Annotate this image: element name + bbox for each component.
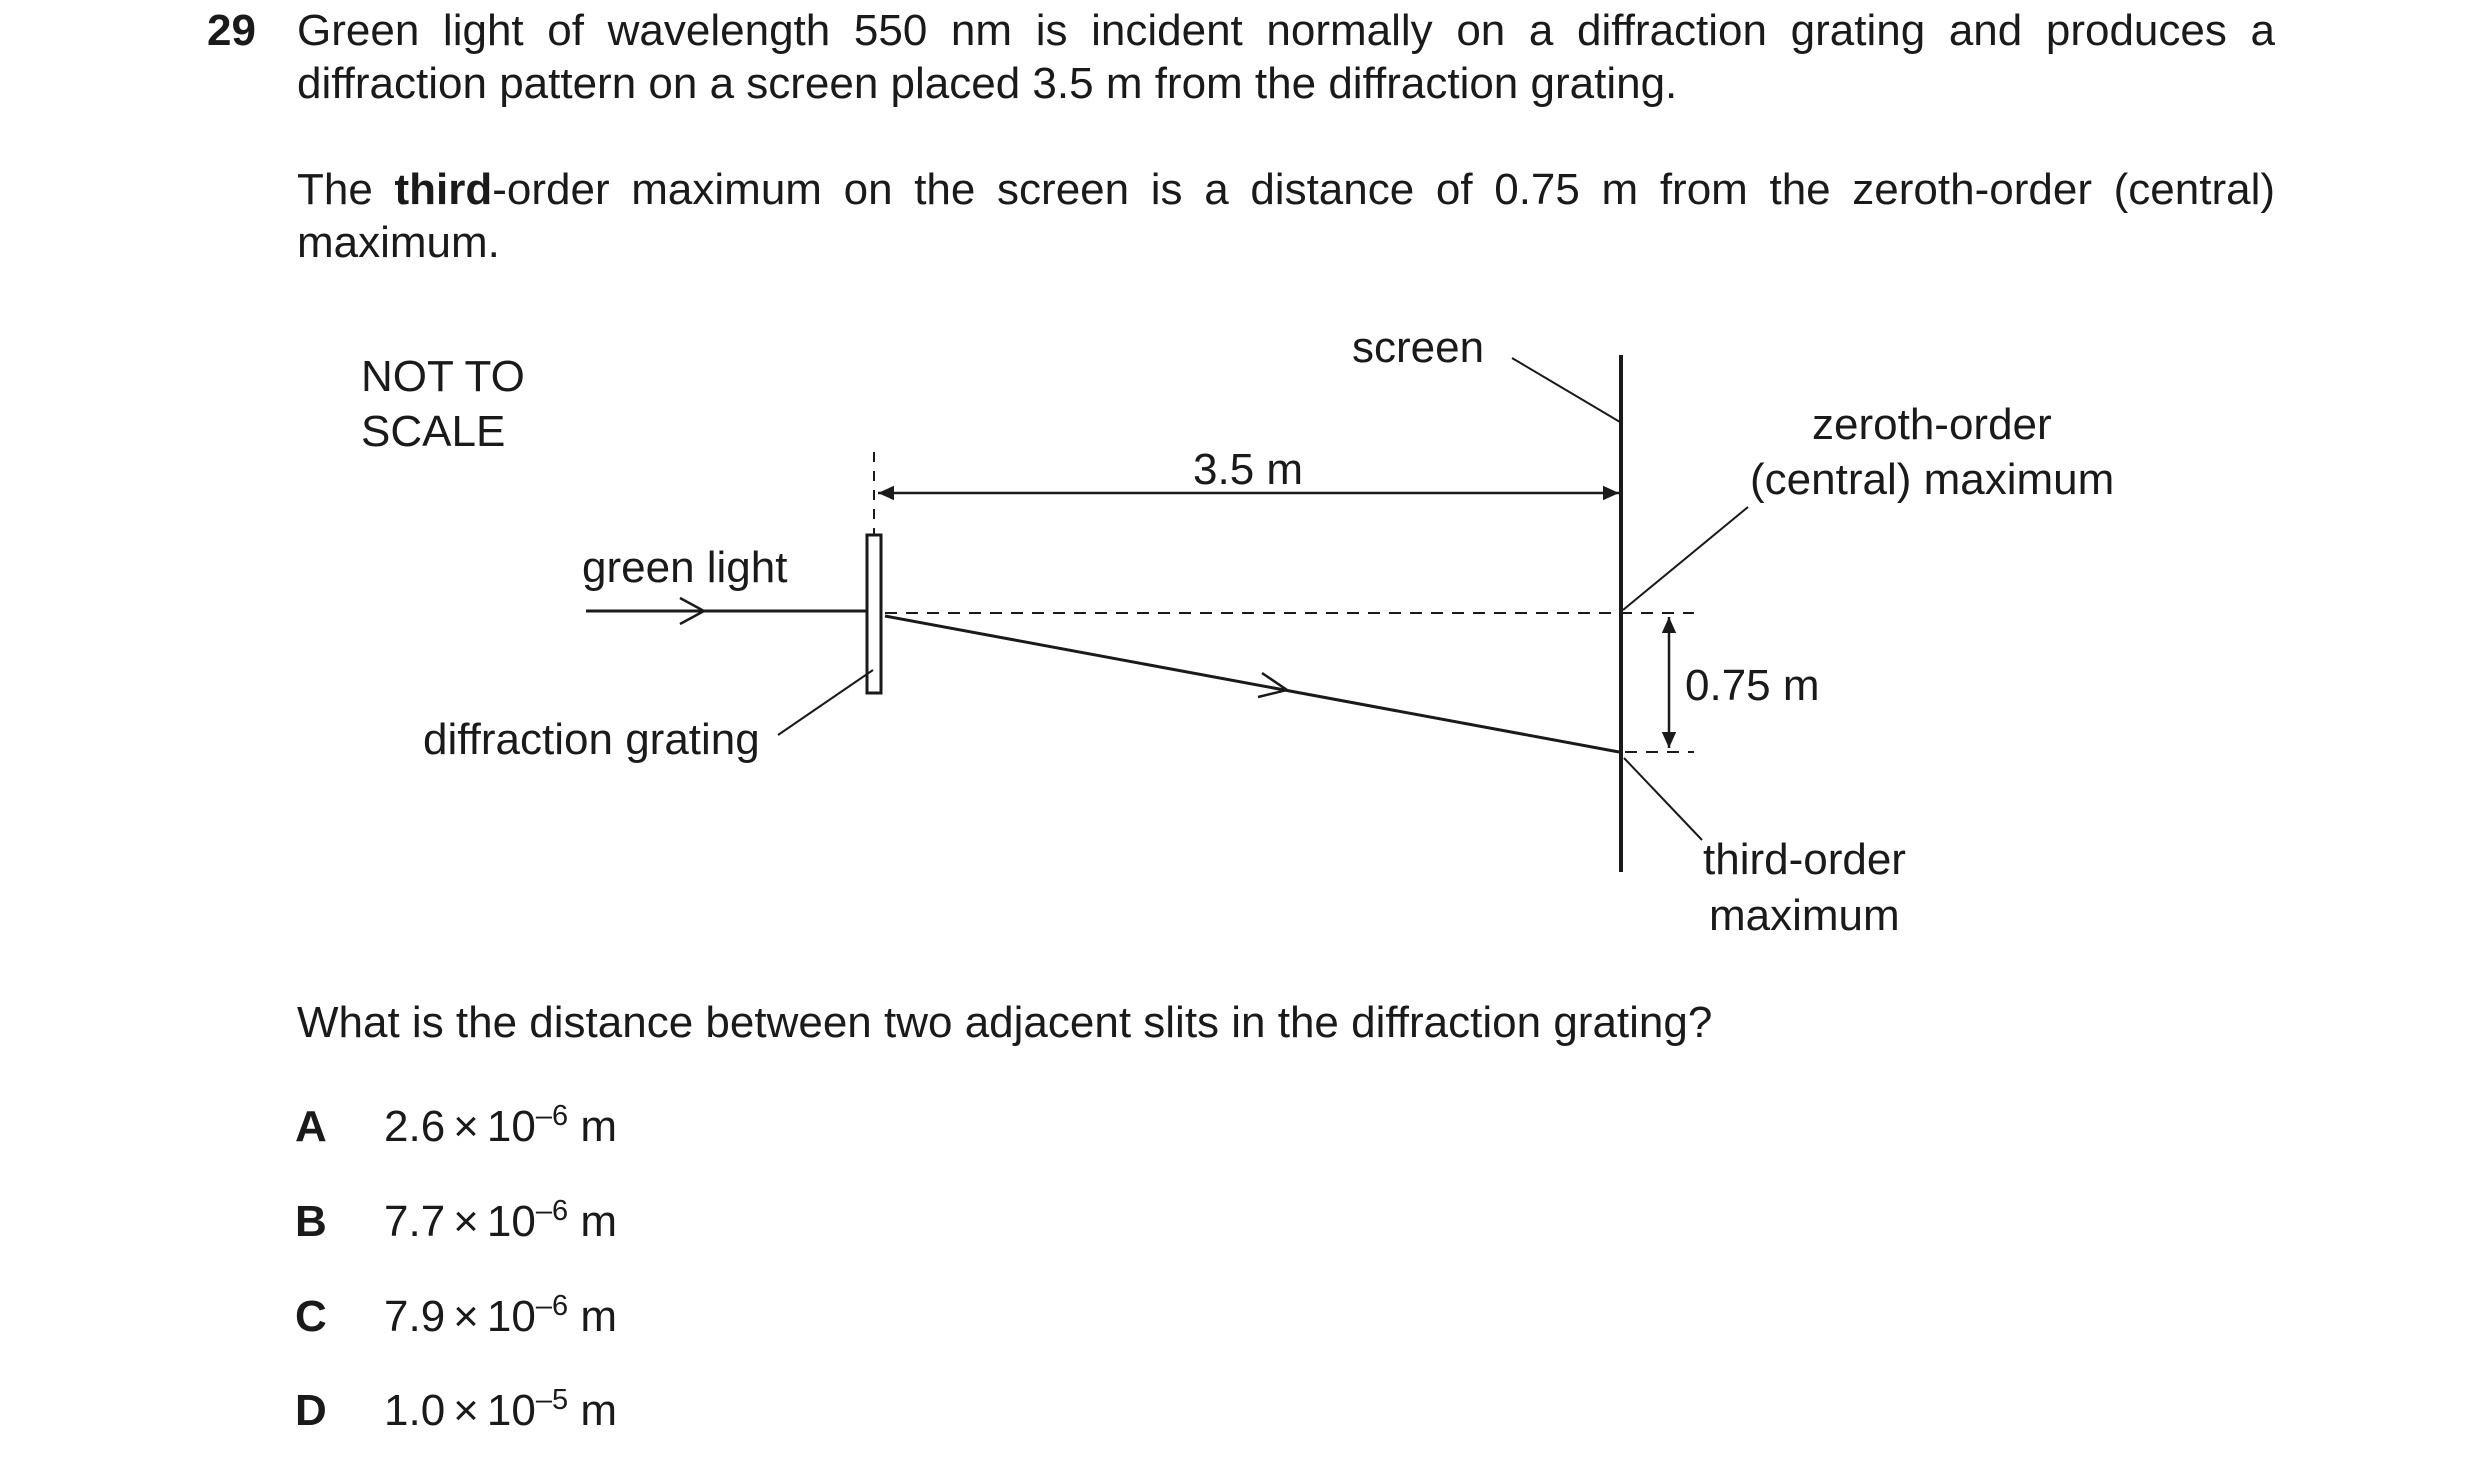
diffracted-ray xyxy=(885,616,1619,752)
not-to-scale-label-line2: SCALE xyxy=(361,407,506,456)
option-d-letter[interactable]: D xyxy=(295,1386,327,1435)
zeroth-order-leader-line xyxy=(1623,507,1748,610)
option-a-value[interactable]: $2.6 \times 10^{-6}$ m xyxy=(384,1100,617,1151)
diffraction-grating-label: diffraction grating xyxy=(423,715,760,764)
statement-prefix: The xyxy=(297,165,395,214)
grating-leader-line xyxy=(778,670,873,735)
zeroth-order-label-line1: zeroth-order xyxy=(1812,400,2052,449)
question-intro: Green light of wavelength 550 nm is incident normally on a diffraction grating and produces a diffraction pattern on a screen placed 3.5 m from the diffraction grating. xyxy=(297,6,2275,108)
third-order-leader-line xyxy=(1624,758,1702,840)
not-to-scale-label-line1: NOT TO xyxy=(361,352,525,401)
question-prompt: What is the distance between two adjacent slits in the diffraction grating? xyxy=(297,998,1713,1047)
green-light-label: green light xyxy=(582,543,788,592)
separation-label: 0.75 m xyxy=(1685,661,1820,710)
statement-bold-word: third xyxy=(394,165,493,214)
option-b-value[interactable]: $7.7 \times 10^{-6}$ m xyxy=(384,1195,617,1246)
zeroth-order-label-line2: (central) maximum xyxy=(1750,455,2115,504)
screen-label: screen xyxy=(1352,323,1485,372)
option-c-letter[interactable]: C xyxy=(295,1292,327,1341)
statement-suffix: -order maximum on the screen is a distance of 0.75 m from the zeroth-order (central) maximum. xyxy=(297,165,2275,267)
question-number: 29 xyxy=(207,6,256,55)
option-c-value[interactable]: $7.9 \times 10^{-6}$ m xyxy=(384,1290,617,1341)
screen-leader-line xyxy=(1512,358,1620,422)
diffraction-grating xyxy=(867,535,881,693)
third-order-label-line2: maximum xyxy=(1709,891,1900,940)
option-d-value[interactable]: $1.0 \times 10^{-5}$ m xyxy=(384,1384,617,1435)
option-a-letter[interactable]: A xyxy=(295,1102,327,1151)
third-order-label-line1: third-order xyxy=(1703,835,1906,884)
option-b-letter[interactable]: B xyxy=(295,1197,327,1246)
distance-label: 3.5 m xyxy=(1193,445,1304,494)
